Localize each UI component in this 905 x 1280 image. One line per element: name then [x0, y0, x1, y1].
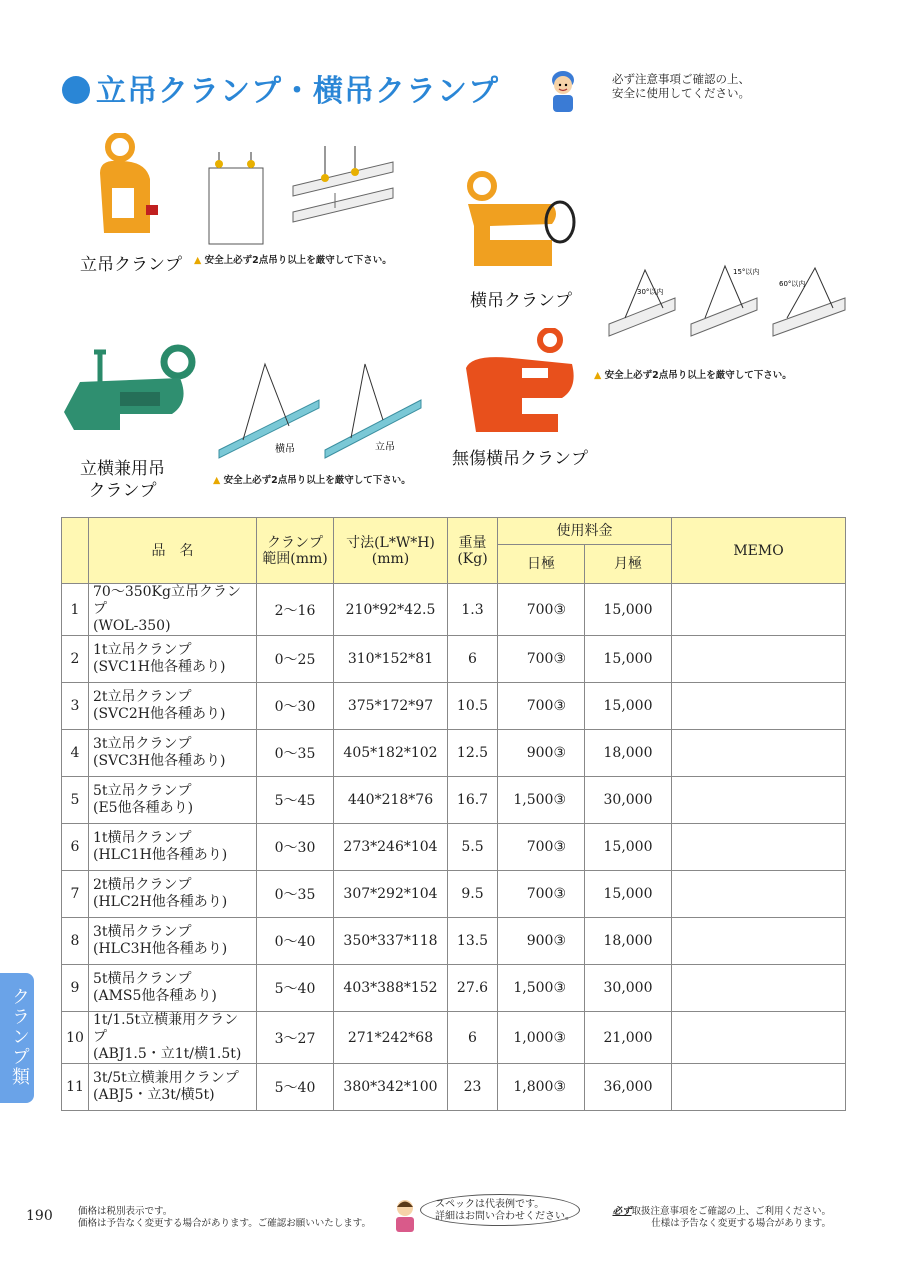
weight: 10.5: [448, 683, 498, 730]
nodamage-clamp-image: [462, 328, 582, 438]
product-name: 5t横吊クランプ (AMS5他各種あり): [89, 965, 257, 1012]
product-name: 2t立吊クランプ (SVC2H他各種あり): [89, 683, 257, 730]
monthly-fee: 21,000: [585, 1012, 672, 1064]
weight: 6: [448, 1012, 498, 1064]
dimensions: 210*92*42.5: [334, 584, 448, 636]
product-name: 5t立吊クランプ (E5他各種あり): [89, 777, 257, 824]
dimensions: 440*218*76: [334, 777, 448, 824]
weight: 16.7: [448, 777, 498, 824]
memo-cell: [672, 824, 846, 871]
product-name: 1t横吊クランプ (HLC1H他各種あり): [89, 824, 257, 871]
table-row: [62, 1064, 846, 1111]
product-name: 2t横吊クランプ (HLC2H他各種あり): [89, 871, 257, 918]
dual-clamp-label: 立横兼用吊 クランプ: [80, 459, 165, 501]
worker-icon: [545, 68, 581, 112]
monthly-fee: 30,000: [585, 777, 672, 824]
weight: 23: [448, 1064, 498, 1111]
header-fee: 使用料金: [498, 518, 672, 545]
dimensions: 350*337*118: [334, 918, 448, 965]
table-row: [62, 730, 846, 777]
clamp-range: 2～16: [257, 584, 334, 636]
daily-fee: 1,800③: [498, 1064, 585, 1111]
horizontal-lift-diagram: [605, 262, 850, 347]
row-number: 9: [62, 965, 89, 1012]
nodamage-clamp-label: 無傷横吊クランプ: [452, 449, 588, 469]
daily-fee: 700③: [498, 683, 585, 730]
table-row: [62, 683, 846, 730]
dimensions: 375*172*97: [334, 683, 448, 730]
warning-icon: ▲: [213, 475, 221, 486]
row-number: 7: [62, 871, 89, 918]
monthly-fee: 15,000: [585, 636, 672, 683]
monthly-fee: 15,000: [585, 824, 672, 871]
svg-text:60°以内: 60°以内: [779, 280, 806, 288]
memo-cell: [672, 636, 846, 683]
product-name: 70～350Kg立吊クランプ (WOL-350): [89, 584, 257, 636]
header-memo: MEMO: [672, 518, 846, 584]
product-name: 3t横吊クランプ (HLC3H他各種あり): [89, 918, 257, 965]
footer-left-note: 価格は税別表示です。 価格は予告なく変更する場合があります。ご確認お願いいたします。: [78, 1206, 371, 1229]
monthly-fee: 18,000: [585, 918, 672, 965]
dual-lift-diagram: [215, 360, 425, 465]
weight: 5.5: [448, 824, 498, 871]
product-name: 3t立吊クランプ (SVC3H他各種あり): [89, 730, 257, 777]
warning-icon: ▲: [594, 370, 602, 381]
table-row: [62, 871, 846, 918]
monthly-fee: 30,000: [585, 965, 672, 1012]
svg-text:15°以内: 15°以内: [733, 268, 760, 276]
daily-fee: 1,500③: [498, 777, 585, 824]
memo-cell: [672, 683, 846, 730]
product-name: 3t/5t立横兼用クランプ (ABJ5・立3t/横5t): [89, 1064, 257, 1111]
svg-text:立吊: 立吊: [375, 442, 395, 453]
svg-text:30°以内: 30°以内: [637, 288, 664, 296]
vertical-lift-diagram: [205, 146, 405, 246]
memo-cell: [672, 1012, 846, 1064]
weight: 6: [448, 636, 498, 683]
daily-fee: 900③: [498, 730, 585, 777]
row-number: 4: [62, 730, 89, 777]
dual-clamp-image: [60, 342, 200, 452]
table-row: [62, 777, 846, 824]
header-weight: 重量(Kg): [448, 518, 498, 584]
table-row: [62, 584, 846, 636]
monthly-fee: 18,000: [585, 730, 672, 777]
category-tab[interactable]: クランプ類: [0, 973, 34, 1103]
row-number: 5: [62, 777, 89, 824]
clamp-range: 0～35: [257, 871, 334, 918]
bullet-icon: [62, 76, 90, 104]
memo-cell: [672, 965, 846, 1012]
row-number: 10: [62, 1012, 89, 1064]
table-row: [62, 636, 846, 683]
clamp-range: 0～25: [257, 636, 334, 683]
product-name: 1t立吊クランプ (SVC1H他各種あり): [89, 636, 257, 683]
daily-fee: 900③: [498, 918, 585, 965]
memo-cell: [672, 730, 846, 777]
warning-icon: ▲: [194, 255, 202, 266]
monthly-fee: 15,000: [585, 584, 672, 636]
memo-cell: [672, 871, 846, 918]
table-row: [62, 824, 846, 871]
warning-note: ▲ 安全上必ず2点吊り以上を厳守して下さい。: [594, 370, 792, 381]
row-number: 1: [62, 584, 89, 636]
dimensions: 403*388*152: [334, 965, 448, 1012]
header-range: クランプ範囲(mm): [257, 518, 334, 584]
clamp-range: 0～40: [257, 918, 334, 965]
weight: 13.5: [448, 918, 498, 965]
weight: 1.3: [448, 584, 498, 636]
clamp-range: 0～30: [257, 683, 334, 730]
daily-fee: 700③: [498, 824, 585, 871]
warning-note: ▲ 安全上必ず2点吊り以上を厳守して下さい。: [194, 255, 392, 266]
header-no: [62, 518, 89, 584]
svg-text:横吊: 横吊: [275, 444, 295, 455]
warning-note: ▲ 安全上必ず2点吊り以上を厳守して下さい。: [213, 475, 411, 486]
memo-cell: [672, 918, 846, 965]
page-number: 190: [26, 1208, 53, 1224]
dimensions: 310*152*81: [334, 636, 448, 683]
row-number: 6: [62, 824, 89, 871]
row-number: 11: [62, 1064, 89, 1111]
row-number: 3: [62, 683, 89, 730]
dimensions: 271*242*68: [334, 1012, 448, 1064]
monthly-fee: 15,000: [585, 871, 672, 918]
page-title: 立吊クランプ・横吊クランプ: [62, 66, 499, 110]
header-month: 月極: [585, 545, 672, 584]
table-row: [62, 965, 846, 1012]
row-number: 8: [62, 918, 89, 965]
daily-fee: 700③: [498, 636, 585, 683]
dimensions: 380*342*100: [334, 1064, 448, 1111]
memo-cell: [672, 1064, 846, 1111]
clamp-range: 0～35: [257, 730, 334, 777]
dimensions: 273*246*104: [334, 824, 448, 871]
memo-cell: [672, 584, 846, 636]
daily-fee: 1,000③: [498, 1012, 585, 1064]
weight: 27.6: [448, 965, 498, 1012]
table-row: [62, 1012, 846, 1064]
daily-fee: 700③: [498, 584, 585, 636]
staff-icon: [392, 1198, 418, 1232]
dimensions: 405*182*102: [334, 730, 448, 777]
clamp-range: 0～30: [257, 824, 334, 871]
daily-fee: 700③: [498, 871, 585, 918]
spec-table: [61, 517, 846, 1111]
clamp-range: 3～27: [257, 1012, 334, 1064]
notice-text: 必ず注意事項ご確認の上、 安全に使用してください。: [612, 72, 750, 100]
vertical-clamp-image: [90, 133, 170, 243]
dimensions: 307*292*104: [334, 871, 448, 918]
weight: 9.5: [448, 871, 498, 918]
memo-cell: [672, 777, 846, 824]
footer-right-note: 必ず取扱注意事項をご確認の上、ご利用ください。 仕様は予告なく変更する場合があります。: [612, 1206, 831, 1229]
header-dims: 寸法(L*W*H)(mm): [334, 518, 448, 584]
table-row: [62, 918, 846, 965]
product-name: 1t/1.5t立横兼用クランプ (ABJ1.5・立1t/横1.5t): [89, 1012, 257, 1064]
clamp-range: 5～45: [257, 777, 334, 824]
monthly-fee: 15,000: [585, 683, 672, 730]
daily-fee: 1,500③: [498, 965, 585, 1012]
row-number: 2: [62, 636, 89, 683]
clamp-range: 5～40: [257, 1064, 334, 1111]
header-day: 日極: [498, 545, 585, 584]
vertical-clamp-label: 立吊クランプ: [80, 255, 182, 275]
horizontal-clamp-label: 横吊クランプ: [470, 291, 572, 311]
monthly-fee: 36,000: [585, 1064, 672, 1111]
header-name: 品 名: [89, 518, 257, 584]
clamp-range: 5～40: [257, 965, 334, 1012]
spec-speech-bubble: スペックは代表例です。 詳細はお問い合わせください。: [420, 1194, 580, 1226]
horizontal-clamp-image: [460, 170, 580, 280]
weight: 12.5: [448, 730, 498, 777]
